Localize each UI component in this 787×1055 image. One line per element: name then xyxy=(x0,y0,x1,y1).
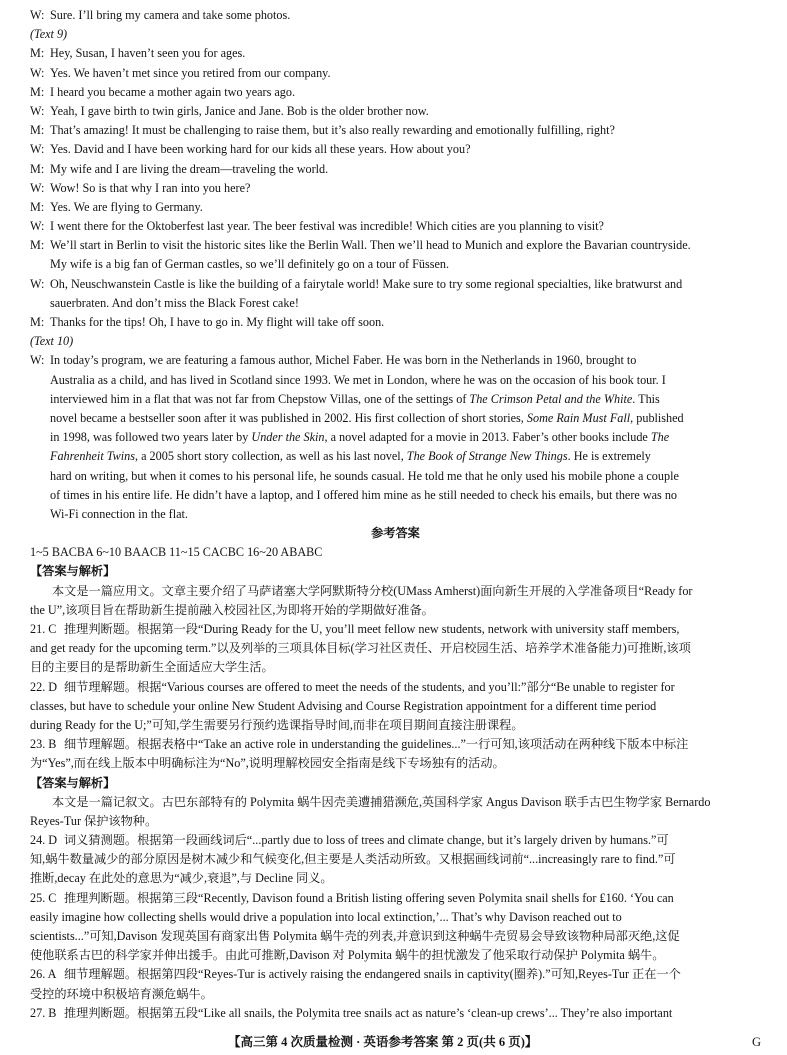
script-line xyxy=(30,236,761,255)
monologue-line: Australia as a child, and has lived in Scotland since 1993. We met in London, where he was on the occasion of his book tour. I xyxy=(50,372,666,387)
explanation-line: 知,蜗牛数量减少的部分原因是树木减少和气候变化,但主要是人类活动所致。又根据画线词前“...increasingly rare to find.”可 xyxy=(30,852,676,867)
explanation-line: and get ready for the upcoming term.”以及列举的三项具体目标(学习社区责任、开启校园生活、培养学术准备能力)可推断,该项 xyxy=(30,641,691,656)
monologue-line: novel became a bestseller soon after it was published in 2002. His first collection of short stories, Some Rain Must Fall, published xyxy=(50,410,684,425)
script-text: Yeah, I gave birth to twin girls, Janice and Jane. Bob is the older brother now. xyxy=(50,103,429,118)
analysis-label: 【答案与解析】 xyxy=(30,775,116,790)
script-line xyxy=(30,160,761,179)
script-text: My wife and I are living the dream—traveling the world. xyxy=(50,161,329,176)
question-number: 21. C xyxy=(30,622,57,636)
speaker-label: M: xyxy=(30,199,45,214)
passage-summary: Reyes-Tur 保护该物种。 xyxy=(30,813,158,828)
answers-heading: 参考答案 xyxy=(371,526,420,541)
speaker-label: M: xyxy=(30,123,45,138)
script-continuation: sauerbraten. And don’t miss the Black Forest cake! xyxy=(50,295,299,310)
speaker-label: M: xyxy=(30,315,45,329)
speaker-label: W: xyxy=(30,103,45,118)
book-title: The Book of Strange New Things xyxy=(406,449,568,464)
text-number-label: (Text 9) xyxy=(30,27,68,42)
passage-summary: 本文是一篇记叙文。古巴东部特有的 Polymita 蜗牛因壳美遭捕猎濒危,英国科学家 Angus Davison 联手古巴生物学家 Bernardo xyxy=(52,794,711,809)
script-text: Sure. I’ll bring my camera and take some photos. xyxy=(50,8,291,22)
script-line xyxy=(30,64,761,83)
explanation-line: easily imagine how collecting shells would drive a population into local extinction,’... That’s why Davison reached out to xyxy=(30,909,622,924)
script-line xyxy=(30,83,761,102)
answer-key: 1~5 BACBA 6~10 BAACB 11~15 CACBC 16~20 ABABC xyxy=(30,545,323,560)
speaker-label: W: xyxy=(30,180,45,195)
speaker-label: M: xyxy=(30,161,45,176)
monologue-line: interviewed him in a flat that was not far from Chepstow Villas, one of the settings of The Crimson Petal and the White. This xyxy=(50,391,660,406)
speaker-label: W: xyxy=(30,276,45,291)
explanation-line: during Ready for the U;”可知,学生需要另行预约选课指导时间,而非在项目期间直接注册课程。 xyxy=(30,717,524,732)
script-line xyxy=(30,121,761,140)
script-text: Oh, Neuschwanstein Castle is like the building of a fairytale world! Make sure to try some regional specialties, like bratwurst and xyxy=(50,276,683,291)
script-line xyxy=(30,6,761,25)
script-continuation: My wife is a big fan of German castles, so we’ll definitely go on a tour of Füssen. xyxy=(50,257,450,272)
script-line xyxy=(30,140,761,159)
script-line xyxy=(30,275,761,294)
explanation-line: 目的主要目的是帮助新生全面适应大学生活。 xyxy=(30,660,274,675)
explanation-line: 使他联系古巴的科学家并伸出援手。由此可推断,Davison 对 Polymita 蜗牛的担忧激发了他采取行动保护 Polymita 蜗牛。 xyxy=(30,948,665,963)
question-explanation: 23. B 细节理解题。根据表格中“Take an active role in understanding the guidelines...”一行可知,该项活动在两种线下版本中标注 xyxy=(30,735,761,754)
speaker-label: W: xyxy=(30,142,45,157)
speaker-label: W: xyxy=(30,219,45,234)
script-line xyxy=(30,198,761,217)
explanation-line: classes, but have to schedule your online New Student Advising and Course Registration appointment for a different time period xyxy=(30,698,657,713)
monologue-line: Fahrenheit Twins, a 2005 short story collection, as well as his last novel, The Book of Strange New Things. He is extremely xyxy=(50,449,651,464)
script-text: Hey, Susan, I haven’t seen you for ages. xyxy=(50,46,246,61)
script-line xyxy=(30,313,761,332)
monologue-line: in 1998, was followed two years later by Under the Skin, a novel adapted for a movie in 2013. Faber’s other books include The xyxy=(50,430,670,445)
speaker-label: M: xyxy=(30,84,45,99)
speaker-label: M: xyxy=(30,238,45,253)
explanation-line: 受控的环境中积极培育濒危蜗牛。 xyxy=(30,986,213,1001)
question-explanation: 24. D 词义猜测题。根据第一段画线词后“...partly due to loss of trees and climate change, but it’s largely driven by humans.”可 xyxy=(30,831,761,850)
book-title: Some Rain Must Fall xyxy=(526,410,631,425)
monologue-line: hard on writing, but when it comes to his personal life, he sounds casual. He told me that he only used his mobile phone a couple xyxy=(50,468,679,483)
script-line xyxy=(30,44,761,63)
question-number: 23. B xyxy=(30,737,57,752)
question-number: 24. D xyxy=(30,833,58,848)
script-text: Yes. We haven’t met since you retired from our company. xyxy=(50,65,331,80)
page-footer xyxy=(0,1033,787,1051)
footer-caption: 【高三第 4 次质量检测 · 英语参考答案 第 2 页(共 6 页)】 xyxy=(228,1035,538,1049)
footer-version-letter: G xyxy=(751,1035,761,1049)
question-number: 27. B xyxy=(30,1005,57,1020)
script-text: Thanks for the tips! Oh, I have to go in. My flight will take off soon. xyxy=(50,315,385,329)
book-title: Under the Skin xyxy=(251,430,325,445)
explanation-line: scientists...”可知,Davison 发现英国有商家出售 Polymita 蜗牛壳的列表,并意识到这种蜗牛壳贸易会导致该物种局部灭绝,这促 xyxy=(30,929,680,943)
speaker-label: W: xyxy=(30,65,45,80)
page-body xyxy=(30,6,761,1023)
passage-summary: 本文是一篇应用文。文章主要介绍了马萨诸塞大学阿默斯特分校(UMass Amherst)面向新生开展的入学准备项目“Ready for xyxy=(52,583,693,598)
monologue xyxy=(30,351,761,524)
monologue-line: Wi-Fi connection in the flat. xyxy=(50,506,188,521)
question-explanation: 21. C 推理判断题。根据第一段“During Ready for the U, you’ll meet fellow new students, network with university staff members, xyxy=(30,620,761,639)
script-line xyxy=(30,102,761,121)
question-explanation: 25. C 推理判断题。根据第三段“Recently, Davison found a British listing offering seven Polymita snail shells for ₤160. ‘You can xyxy=(30,889,761,908)
speaker-label: W: xyxy=(30,353,45,368)
text-number-label: (Text 10) xyxy=(30,334,74,349)
question-explanation: 22. D 细节理解题。根据“Various courses are offered to meet the needs of the students, and you’ll:”部分“Be unable to register for xyxy=(30,678,761,697)
passage-summary: the U”,该项目旨在帮助新生提前融入校园社区,为即将开始的学期做好准备。 xyxy=(30,602,434,617)
question-explanation: 26. A 细节理解题。根据第四段“Reyes-Tur is actively raising the endangered snails in captivity(圈养).”可知,Reyes-Tur 正在一个 xyxy=(30,965,761,984)
speaker-label: M: xyxy=(30,46,45,61)
script-text: Wow! So is that why I ran into you here? xyxy=(50,180,251,195)
script-text: Yes. David and I have been working hard for our kids all these years. How about you? xyxy=(50,142,471,157)
script-line xyxy=(30,179,761,198)
speaker-label: W: xyxy=(30,8,45,22)
explanation-line: 为“Yes”,而在线上版本中明确标注为“No”,说明理解校园安全指南是线下专场独有的活动。 xyxy=(30,756,505,771)
explanation-line: 推断,decay 在此处的意思为“减少,衰退”,与 Decline 同义。 xyxy=(30,871,333,886)
monologue-line: W: In today’s program, we are featuring a famous author, Michel Faber. He was born in the Netherlands in 1960, brought to xyxy=(30,351,761,370)
book-title: The Crimson Petal and the White xyxy=(469,391,633,406)
script-text: I went there for the Oktoberfest last year. The beer festival was incredible! Which cities are you planning to visit? xyxy=(50,219,604,234)
script-text: Yes. We are flying to Germany. xyxy=(50,199,203,214)
book-title: The xyxy=(650,430,670,445)
monologue-line: of times in his entire life. He didn’t have a laptop, and I offered him mine as he still needed to check his emails, but there was no xyxy=(50,487,678,502)
question-number: 25. C xyxy=(30,890,57,905)
analysis-label: 【答案与解析】 xyxy=(30,564,116,579)
script-text: That’s amazing! It must be challenging to raise them, but it’s also really rewarding and emotionally fulfilling, right? xyxy=(50,123,615,138)
script-line xyxy=(30,217,761,236)
question-explanation: 27. B 推理判断题。根据第五段“Like all snails, the Polymita tree snails act as nature’s ‘clean-up crews’... They’re also important xyxy=(30,1004,761,1023)
book-title: Fahrenheit Twins xyxy=(50,449,135,464)
question-number: 22. D xyxy=(30,679,58,694)
script-text: I heard you became a mother again two years ago. xyxy=(50,84,295,99)
question-number: 26. A xyxy=(30,967,57,982)
script-text: We’ll start in Berlin to visit the historic sites like the Berlin Wall. Then we’ll head to Munich and explore the Bavarian countryside. xyxy=(50,238,691,253)
